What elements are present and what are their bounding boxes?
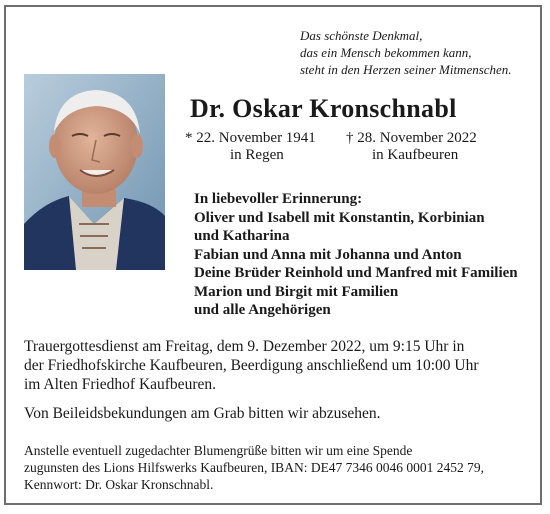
quote-line: Das schönste Denkmal,	[300, 28, 423, 43]
quote-line: steht in den Herzen seiner Mitmenschen.	[300, 62, 512, 77]
birth-date: * 22. November 1941	[185, 130, 316, 146]
mourners-line: Marion und Birgit mit Familien	[194, 283, 399, 300]
memorial-quote	[300, 27, 540, 78]
death-place: in Kaufbeuren	[372, 147, 459, 163]
donation-line: zugunsten des Lions Hilfswerks Kaufbeuren, IBAN: DE47 7346 0046 0001 2452 79,	[24, 460, 485, 475]
mourners-line: Fabian und Anna mit Johanna und Anton	[194, 246, 462, 263]
deceased-name: Dr. Oskar Kronschnabl	[190, 94, 457, 123]
death-date: † 28. November 2022	[346, 130, 477, 146]
condolence-note: Von Beileidsbekundungen am Grab bitten wir abzusehen.	[24, 405, 381, 422]
service-line: der Friedhofskirche Kaufbeuren, Beerdigung anschließend um 10:00 Uhr	[24, 357, 479, 374]
donation-line: Anstelle eventuell zugedachter Blumengrüße bitten wir um eine Spende	[24, 443, 413, 458]
mourners-line: und Katharina	[194, 228, 290, 244]
funeral-service-info	[24, 337, 524, 394]
service-line: im Alten Friedhof Kaufbeuren.	[24, 376, 216, 393]
mourners-line: Deine Brüder Reinhold und Manfred mit Familien	[194, 265, 518, 281]
birth-place: in Regen	[230, 147, 284, 163]
service-line: Trauergottesdienst am Freitag, dem 9. Dezember 2022, um 9:15 Uhr in	[24, 338, 465, 355]
portrait-photo	[24, 74, 165, 270]
donation-line: Kennwort: Dr. Oskar Kronschnabl.	[24, 477, 214, 492]
quote-line: das ein Mensch bekommen kann,	[300, 45, 472, 60]
donation-info	[24, 442, 534, 493]
mourners-line: und alle Angehörigen	[194, 302, 331, 318]
portrait-illustration	[24, 74, 165, 270]
mourners-line: Oliver und Isabell mit Konstantin, Korbinian	[194, 209, 485, 226]
mourners-line: In liebevoller Erinnerung:	[194, 191, 363, 207]
mourners-list	[194, 190, 534, 320]
